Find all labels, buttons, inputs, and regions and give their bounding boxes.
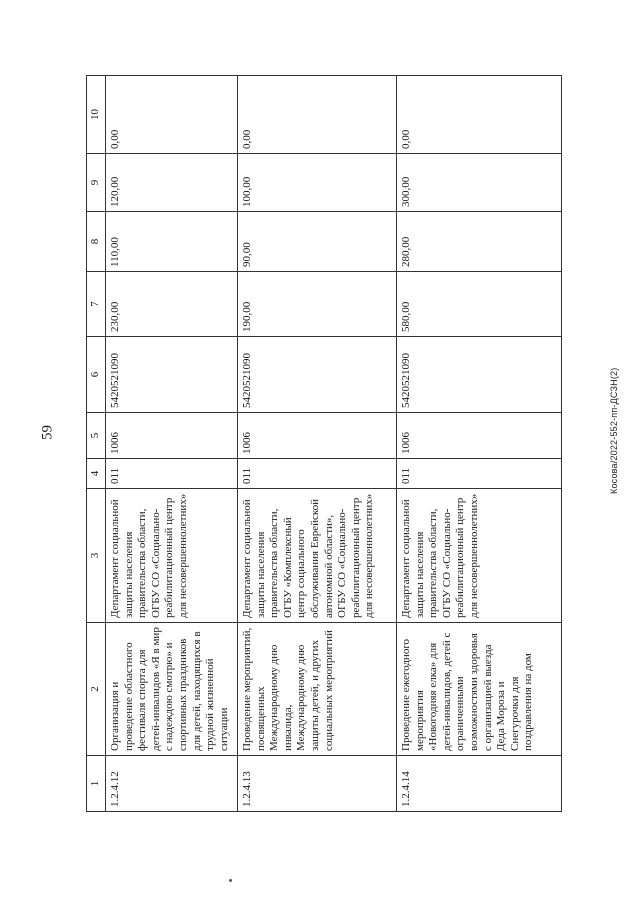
budget-code-6: 5420521090 xyxy=(106,337,238,413)
header-col-10: 10 xyxy=(87,76,106,154)
header-col-3: 3 xyxy=(87,489,106,623)
amount-col-8: 90,00 xyxy=(238,212,397,272)
budget-code-6: 5420521090 xyxy=(238,337,397,413)
header-col-1: 1 xyxy=(87,756,106,812)
header-col-6: 6 xyxy=(87,337,106,413)
amount-col-9: 300,00 xyxy=(397,154,562,212)
page-number: 59 xyxy=(39,425,56,440)
budget-code-5: 1006 xyxy=(397,413,562,459)
budget-code-5: 1006 xyxy=(106,413,238,459)
scan-dot xyxy=(229,879,232,882)
rotated-table-wrapper xyxy=(86,76,566,812)
executor: Департамент социальной защиты населения правительства области, ОГБУ СО «Социально-реабилитационный центр для несовершеннолетних» xyxy=(397,489,562,623)
row-code: 1.2.4.14 xyxy=(397,756,562,812)
amount-total: 580,00 xyxy=(397,272,562,337)
executor: Департамент социальной защиты населения правительства области, ОГБУ СО «Социально-реабилитационный центр для несовершеннолетних» xyxy=(106,489,238,623)
header-col-4: 4 xyxy=(87,459,106,489)
measure-name: Проведение мероприятий, посвященных Международному дню инвалида, Международному дню защиты детей, и других социальных мероприятий xyxy=(238,623,397,756)
amount-col-8: 280,00 xyxy=(397,212,562,272)
amount-col-8: 110,00 xyxy=(106,212,238,272)
header-col-7: 7 xyxy=(87,272,106,337)
header-col-8: 8 xyxy=(87,212,106,272)
table-row xyxy=(397,76,562,812)
amount-col-9: 120,00 xyxy=(106,154,238,212)
header-col-5: 5 xyxy=(87,413,106,459)
document-id-stamp: Косова/2022-552-пп-ДСЗН(2) xyxy=(609,367,619,494)
amount-col-9: 100,00 xyxy=(238,154,397,212)
header-col-9: 9 xyxy=(87,154,106,212)
measure-name: Проведение ежегодного мероприятия «Новогодняя елка» для детей-инвалидов, детей с ограниченными возможностями здоровья с организацией выезда Деда Мороза и Снегурочки для поздравления на дом xyxy=(397,623,562,756)
table-row xyxy=(106,76,238,812)
amount-col-10: 0,00 xyxy=(238,76,397,154)
budget-code-4: 011 xyxy=(238,459,397,489)
amount-total: 230,00 xyxy=(106,272,238,337)
budget-code-6: 5420521090 xyxy=(397,337,562,413)
row-code: 1.2.4.12 xyxy=(106,756,238,812)
amount-col-10: 0,00 xyxy=(397,76,562,154)
table-row xyxy=(238,76,397,812)
executor: Департамент социальной защиты населения правительства области, ОГБУ «Комплексный центр социального обслуживания Еврейской автономной области», ОГБУ СО «Социально-реабилитационный центр для несовершеннолетних» xyxy=(238,489,397,623)
row-code: 1.2.4.13 xyxy=(238,756,397,812)
amount-total: 190,00 xyxy=(238,272,397,337)
table-header-row xyxy=(87,76,106,812)
amount-col-10: 0,00 xyxy=(106,76,238,154)
table-container xyxy=(86,76,566,812)
budget-code-4: 011 xyxy=(397,459,562,489)
header-col-2: 2 xyxy=(87,623,106,756)
budget-code-5: 1006 xyxy=(238,413,397,459)
budget-code-4: 011 xyxy=(106,459,238,489)
measure-name: Организация и проведение областного фестиваля спорта для детей-инвалидов «Я в мир с надеждою смотрю» и спортивных праздников для детей, находящихся в трудной жизненной ситуации xyxy=(106,623,238,756)
program-measures-table xyxy=(86,75,562,812)
